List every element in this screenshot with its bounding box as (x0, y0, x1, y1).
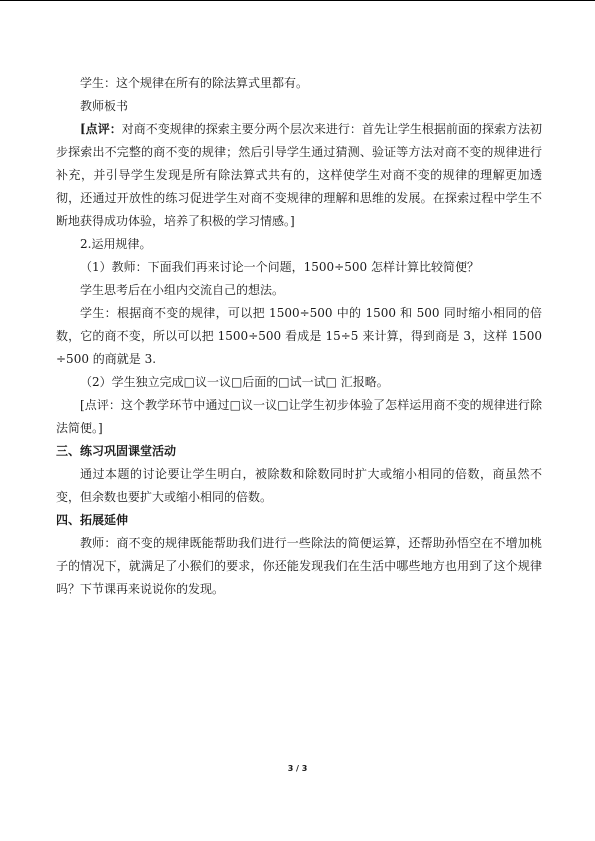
paragraph-apply-rule: 2.运用规律。 (80, 237, 152, 251)
section-heading-practice: 三、练习巩固课堂活动 (56, 444, 177, 458)
paragraph-comment-application: [点评：这个教学环节中通过□议一议□让学生初步体验了怎样运用商不变的规律进行除法简便。] (56, 398, 542, 435)
document-body (56, 72, 542, 601)
paragraph-student-rule: 学生：这个规律在所有的除法算式里都有。 (80, 76, 309, 90)
top-rule (0, 0, 595, 1)
paragraph-practice: 通过本题的讨论要让学生明白，被除数和除数同时扩大或缩小相同的倍数，商虽然不变，但余数也要扩大或缩小相同的倍数。 (56, 467, 542, 504)
page-number: 3 / 3 (287, 764, 308, 773)
paragraph-teacher-board: 教师板书 (80, 99, 129, 113)
paragraph-student-answer: 学生：根据商不变的规律，可以把 1500÷500 中的 1500 和 500 同时缩小相同的倍数，它的商不变，所以可以把 1500÷500 看成是 15÷5 来计算，得到商是 3，这样 1500÷500 的商就是 3. (56, 306, 542, 366)
paragraph-teacher-question: （1）教师：下面我们再来讨论一个问题，1500÷500 怎样计算比较简便？ (80, 260, 479, 274)
comment-text: 对商不变规律的探索主要分两个层次来进行：首先让学生根据前面的探索方法初步探索出不完整的商不变的规律；然后引导学生通过猜测、验证等方法对商不变的规律进行补充，并引导学生发现是所有除法算式共有的，这样使学生对商不变的规律的理解更加透彻，还通过开放性的练习促进学生对商不变规律的理解和思维的发展。在探索过程中学生不断地获得成功体验，培养了积极的学习情感。] (56, 122, 542, 228)
paragraph-comment-exploration (56, 118, 542, 233)
comment-tag: [点评： (80, 122, 122, 136)
paragraph-extension: 教师：商不变的规律既能帮助我们进行一些除法的简便运算，还帮助孙悟空在不增加桃子的情况下，就满足了小猴们的要求，你还能发现我们在生活中哪些地方也用到了这个规律吗？下节课再来说说你的发现。 (56, 536, 542, 596)
paragraph-group-discussion: 学生思考后在小组内交流自己的想法。 (80, 283, 285, 297)
paragraph-independent-work: （2）学生独立完成□议一议□后面的□试一试□ 汇报略。 (80, 375, 389, 389)
section-heading-extension: 四、拓展延伸 (56, 513, 129, 527)
